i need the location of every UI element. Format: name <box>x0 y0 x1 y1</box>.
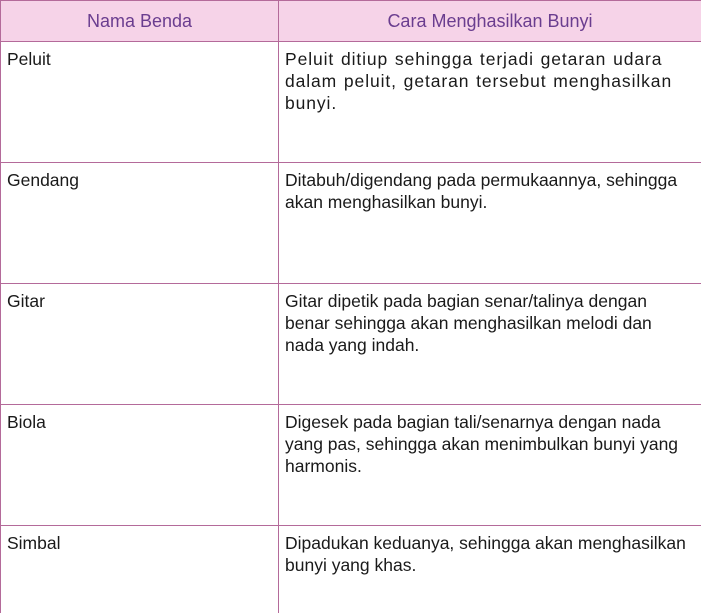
sound-method-cell: Ditabuh/digendang pada permukaannya, sehingga akan menghasilkan bunyi. <box>279 163 701 284</box>
object-name-cell: Gitar <box>1 284 279 405</box>
table-row <box>1 42 701 163</box>
sound-method-cell: Gitar dipetik pada bagian senar/talinya dengan benar sehingga akan menghasilkan melodi dan nada yang indah. <box>279 284 701 405</box>
table-row <box>1 284 701 405</box>
sound-method-cell: Digesek pada bagian tali/senarnya dengan nada yang pas, sehingga akan menimbulkan bunyi yang harmonis. <box>279 405 701 526</box>
table-header-row <box>1 1 701 42</box>
table-row <box>1 405 701 526</box>
table-row <box>1 526 701 613</box>
sound-method-cell: Peluit ditiup sehingga terjadi getaran udara dalam peluit, getaran tersebut menghasilkan bunyi. <box>279 42 701 163</box>
table-row <box>1 163 701 284</box>
column-header-object-name: Nama Benda <box>1 1 279 42</box>
object-name-cell: Gendang <box>1 163 279 284</box>
object-name-cell: Peluit <box>1 42 279 163</box>
sound-method-cell: Dipadukan keduanya, sehingga akan menghasilkan bunyi yang khas. <box>279 526 701 613</box>
object-name-cell: Biola <box>1 405 279 526</box>
column-header-sound-method: Cara Menghasilkan Bunyi <box>279 1 701 42</box>
object-name-cell: Simbal <box>1 526 279 613</box>
